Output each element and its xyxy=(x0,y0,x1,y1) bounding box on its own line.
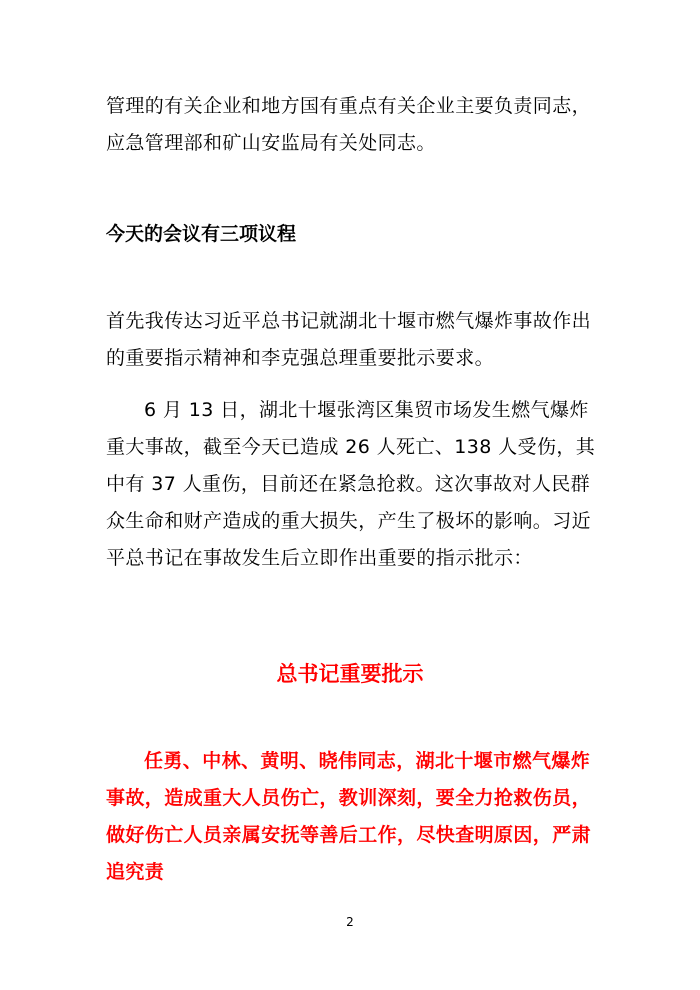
paragraph-attendees: 管理的有关企业和地方国有重点有关企业主要负责同志，应急管理部和矿山安监局有关处同志。 xyxy=(106,95,592,154)
paragraph-instruction-quote: 任勇、中林、黄明、晓伟同志，湖北十堰市燃气爆炸事故，造成重大人员伤亡，教训深刻，要全力抢救伤员，做好伤亡人员亲属安抚等善后工作，尽快查明原因，严肃追究责 xyxy=(106,750,592,883)
page-number: 2 xyxy=(346,915,354,929)
paragraph-accident-details: 6 月 13 日，湖北十堰张湾区集贸市场发生燃气爆炸重大事故，截至今天已造成 26 人死亡、138 人受伤，其中有 37 人重伤，目前还在紧急抢救。这次事故对人民群众生命和财产造成的重大损失，产生了极坏的影响。习近平总书记在事故发生后立即作出重要的指示批示： xyxy=(106,399,596,569)
paragraph-intro: 首先我传达习近平总书记就湖北十堰市燃气爆炸事故作出的重要指示精神和李克强总理重要批示要求。 xyxy=(106,310,592,369)
section-heading-agenda: 今天的会议有三项议程 xyxy=(106,223,297,245)
red-section-title: 总书记重要批示 xyxy=(276,662,424,686)
